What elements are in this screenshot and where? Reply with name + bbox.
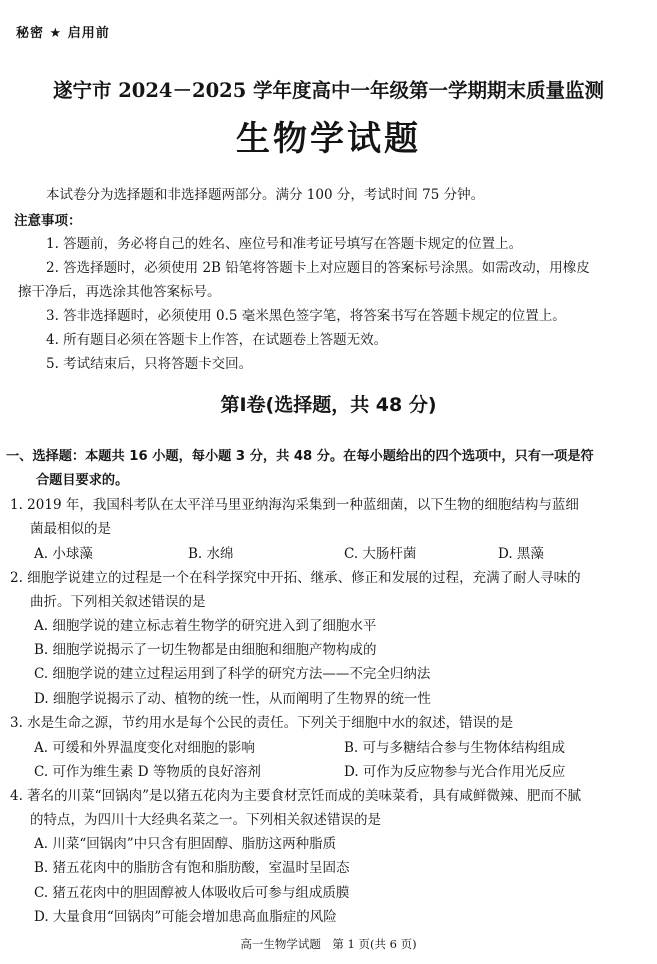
question-2-option-d: D. 细胞学说揭示了动、植物的统一性，从而阐明了生物界的统一性 [34, 691, 431, 707]
question-3-option-c: C. 可作为维生素 D 等物质的良好溶剂 [34, 764, 261, 780]
question-4-option-b: B. 猪五花肉中的脂肪含有饱和脂肪酸，室温时呈固态 [34, 860, 350, 876]
question-3-option-d: D. 可作为反应物参与光合作用光反应 [344, 764, 566, 780]
exam-name: 遂宁市 2024－2025 学年度高中一年级第一学期期末质量监测 [52, 79, 605, 102]
question-2-stem: 2. 细胞学说建立的过程是一个在科学探究中开拓、继承、修正和发展的过程，充满了耐人寻味的 [10, 570, 581, 586]
question-2-stem-continuation: 曲折。下列相关叙述错误的是 [30, 594, 206, 610]
question-3-option-a: A. 可缓和外界温度变化对细胞的影响 [34, 740, 255, 756]
question-2-option-c: C. 细胞学说的建立过程运用到了科学的研究方法——不完全归纳法 [34, 666, 431, 682]
question-3-option-b: B. 可与多糖结合参与生物体结构组成 [344, 740, 566, 756]
question-4-option-a: A. 川菜“回锅肉”中只含有胆固醇、脂肪这两种脂质 [34, 836, 337, 852]
part-title: 第Ⅰ卷(选择题，共 48 分) [220, 394, 437, 416]
question-2-option-b: B. 细胞学说揭示了一切生物都是由细胞和细胞产物构成的 [34, 642, 377, 658]
notice-item: 1. 答题前，务必将自己的姓名、座位号和准考证号填写在答题卡规定的位置上。 [46, 236, 523, 252]
section-heading-continuation: 合题目要求的。 [36, 473, 129, 488]
intro-text: 本试卷分为选择题和非选择题两部分。满分 100 分，考试时间 75 分钟。 [46, 187, 485, 203]
question-4-stem-continuation: 的特点，为四川十大经典名菜之一。下列相关叙述错误的是 [30, 812, 381, 828]
question-4-option-d: D. 大量食用“回锅肉”可能会增加患高血脂症的风险 [34, 909, 337, 925]
question-3-stem: 3. 水是生命之源，节约用水是每个公民的责任。下列关于细胞中水的叙述，错误的是 [10, 715, 514, 731]
question-2-option-a: A. 细胞学说的建立标志着生物学的研究进入到了细胞水平 [34, 618, 377, 634]
notice-item-continuation: 擦干净后，再选涂其他答案标号。 [18, 284, 221, 300]
notice-item: 5. 考试结束后，只将答题卡交回。 [46, 356, 253, 372]
subject-title: 生物学试题 [236, 119, 421, 159]
question-1-stem-continuation: 菌最相似的是 [30, 521, 111, 537]
notice-item: 4. 所有题目必须在答题卡上作答，在试题卷上答题无效。 [46, 332, 388, 348]
question-4-option-c: C. 猪五花肉中的胆固醇被人体吸收后可参与组成质膜 [34, 885, 350, 901]
notice-item: 2. 答选择题时，必须使用 2B 铅笔将答题卡上对应题目的答案标号涂黑。如需改动，用橡皮 [46, 260, 590, 276]
confidential-label: 秘密 ★ 启用前 [16, 26, 110, 41]
question-4-stem: 4. 著名的川菜“回锅肉”是以猪五花肉为主要食材烹饪而成的美味菜肴，具有咸鲜微辣、肥而不腻 [10, 788, 581, 804]
notice-item: 3. 答非选择题时，必须使用 0.5 毫米黑色签字笔，将答案书写在答题卡规定的位置上。 [46, 308, 566, 324]
page-footer: 高一生物学试题 第 1 页(共 6 页) [240, 937, 417, 951]
question-1-option-a: A. 小球藻 [34, 546, 93, 562]
question-1-option-b: B. 水绵 [188, 546, 234, 562]
question-1-option-d: D. 黑藻 [498, 546, 544, 562]
notice-title: 注意事项： [14, 213, 82, 229]
question-1-stem: 1. 2019 年，我国科考队在太平洋马里亚纳海沟采集到一种蓝细菌，以下生物的细胞结构与蓝细 [10, 497, 579, 513]
section-heading: 一、选择题：本题共 16 小题，每小题 3 分，共 48 分。在每小题给出的四个选项中，只有一项是符 [6, 449, 594, 464]
question-1-option-c: C. 大肠杆菌 [344, 546, 417, 562]
